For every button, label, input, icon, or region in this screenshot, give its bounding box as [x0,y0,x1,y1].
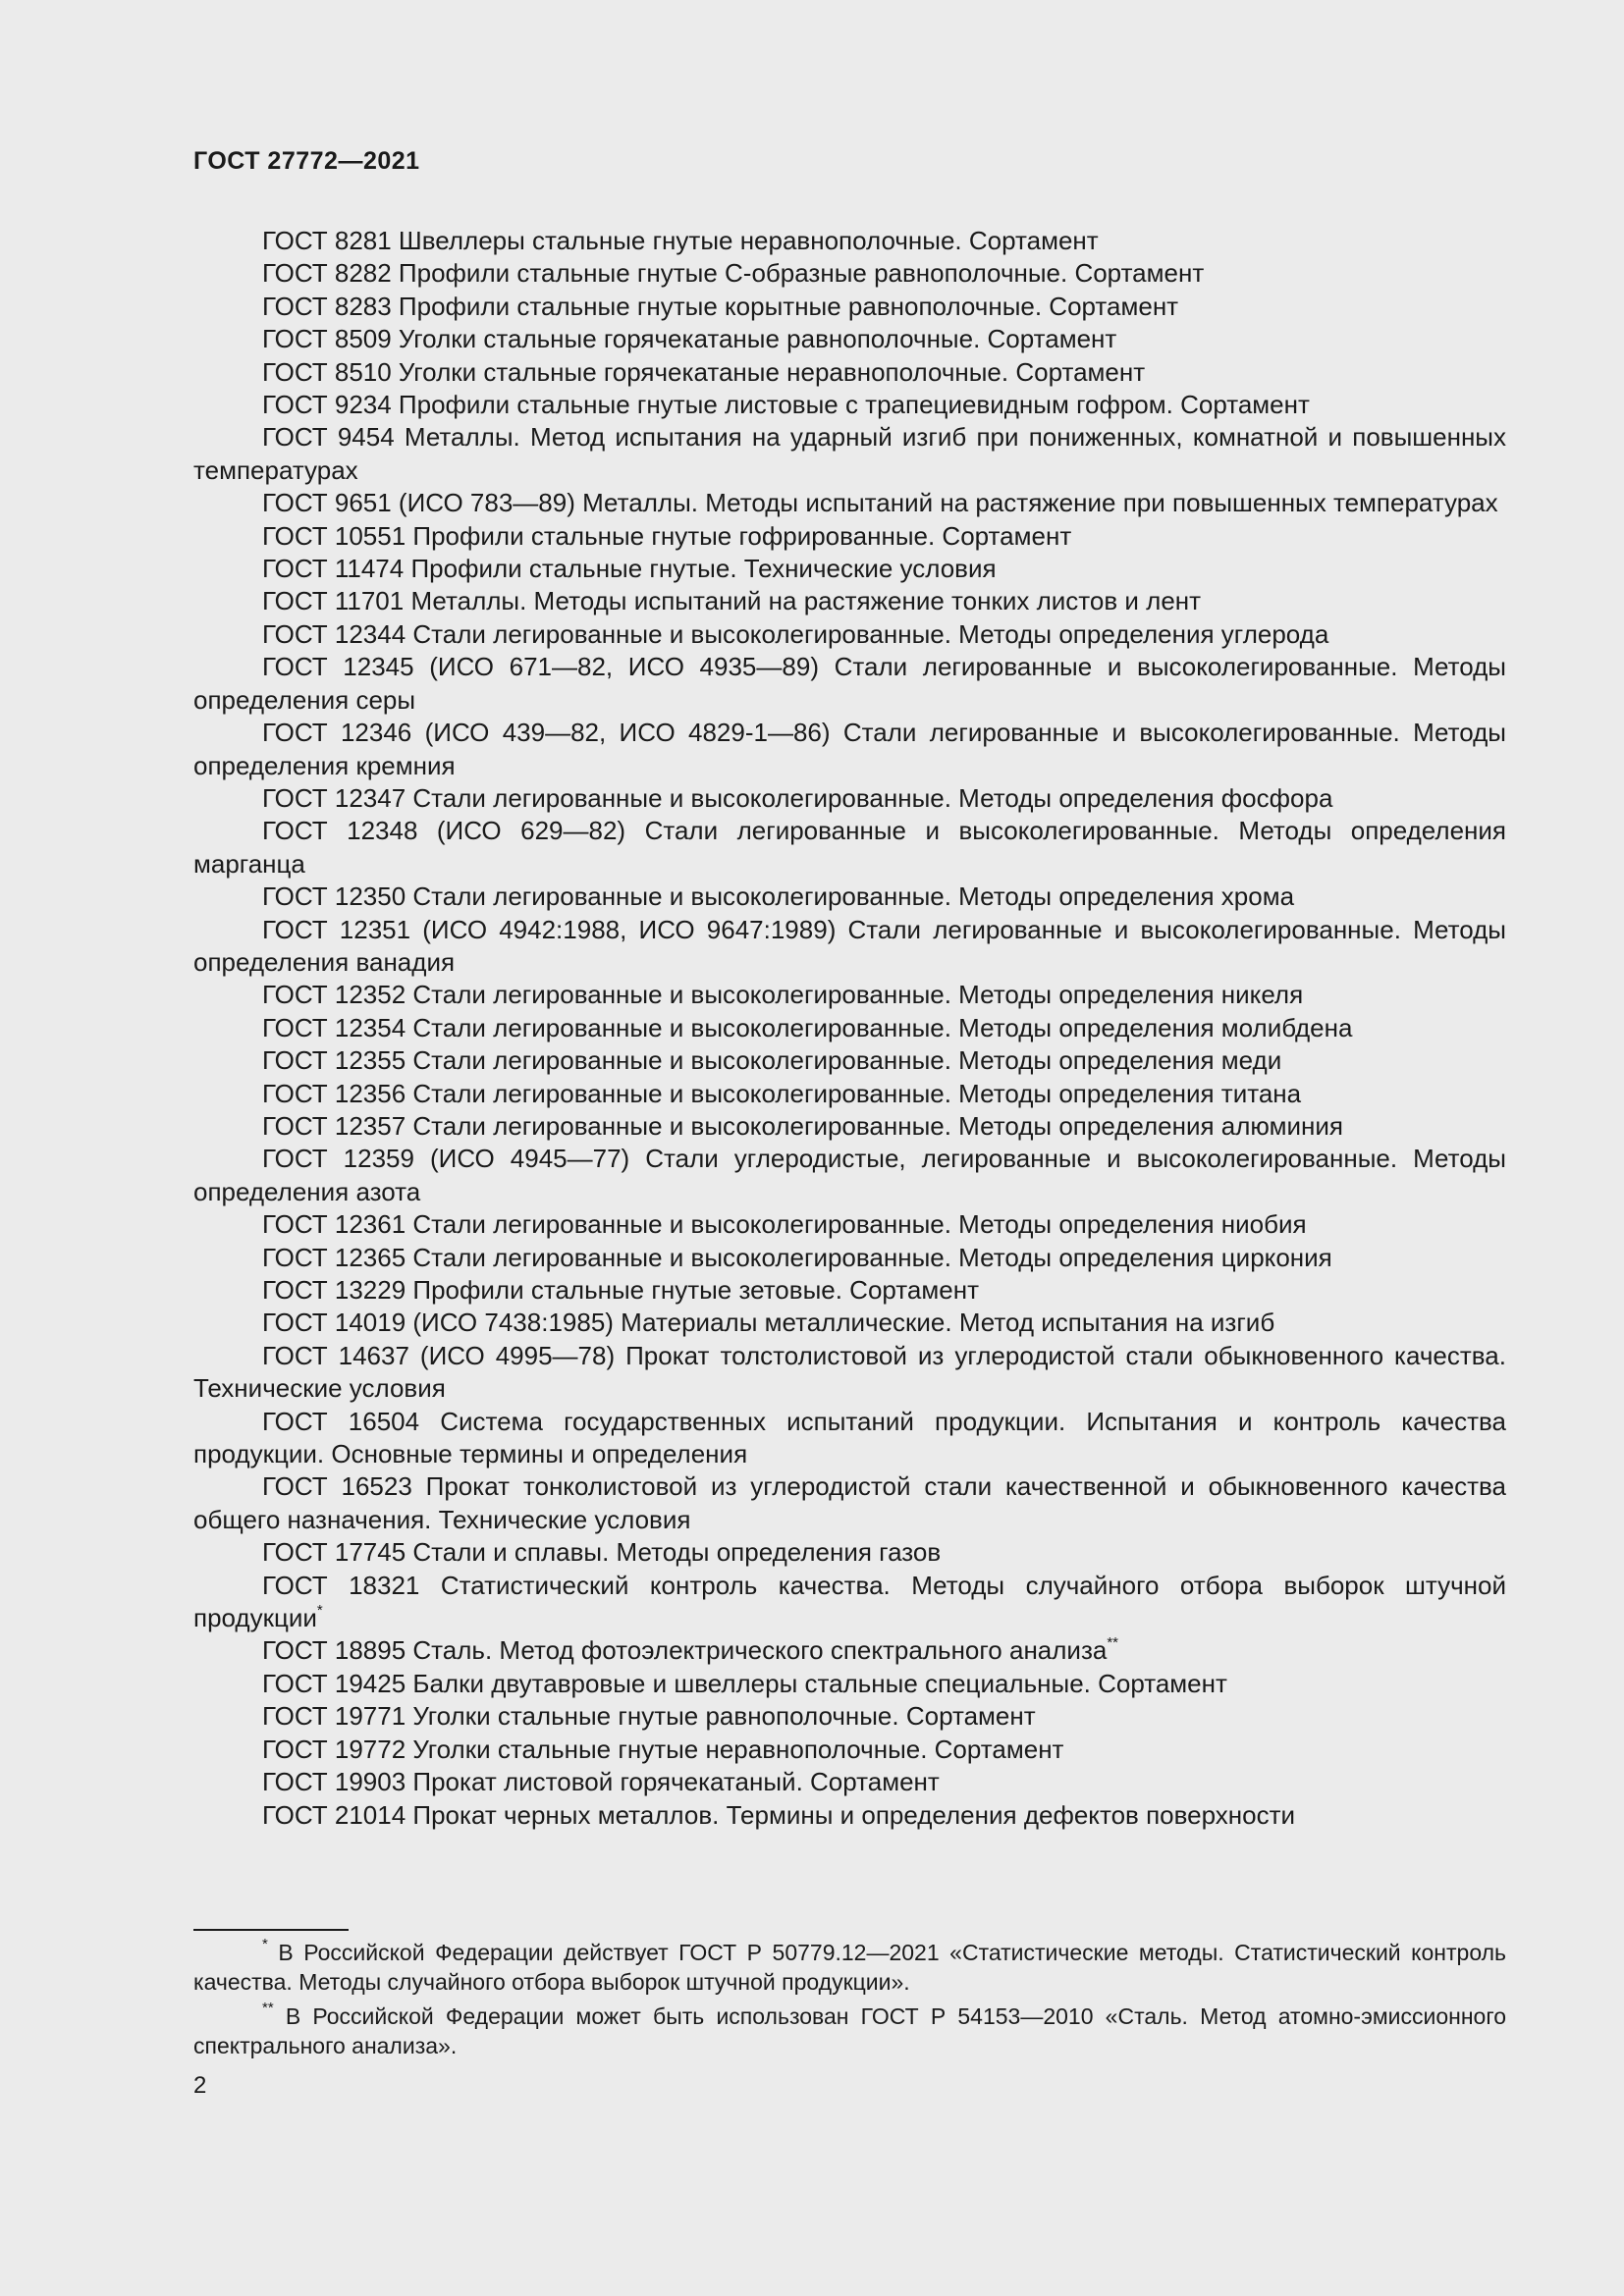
reference-item [193,1110,1506,1143]
reference-item [193,881,1506,913]
document-code-header: ГОСТ 27772—2021 [193,147,420,175]
reference-text: ГОСТ 12351 (ИСО 4942:1988, ИСО 9647:1989) Стали легированные и высоколегированные. Методы определения ванадия [193,914,1506,977]
reference-item [193,1044,1506,1077]
reference-item [193,585,1506,617]
reference-text: ГОСТ 8509 Уголки стальные горячекатаные равнополочные. Сортамент [262,324,1117,354]
reference-item [193,914,1506,980]
footnote-item [193,1938,1506,1997]
reference-item [193,1766,1506,1798]
reference-item [193,1668,1506,1700]
footnote-separator-line [193,1929,349,1931]
reference-text: ГОСТ 19772 Уголки стальные гнутые неравнополочные. Сортамент [262,1734,1064,1764]
reference-item [193,717,1506,782]
reference-item [193,520,1506,553]
reference-text: ГОСТ 12356 Стали легированные и высоколегированные. Методы определения титана [262,1078,1302,1108]
reference-text: ГОСТ 14637 (ИСО 4995—78) Прокат толстолистовой из углеродистой стали обыкновенного качества. Технические условия [193,1340,1506,1404]
reference-item [193,979,1506,1011]
reference-item [193,1078,1506,1110]
reference-text: ГОСТ 12359 (ИСО 4945—77) Стали углеродистые, легированные и высоколегированные. Методы определения азота [193,1144,1506,1206]
reference-text: ГОСТ 12354 Стали легированные и высоколегированные. Методы определения молибдена [262,1012,1353,1042]
reference-item [193,553,1506,585]
reference-item [193,356,1506,389]
reference-text: ГОСТ 12346 (ИСО 439—82, ИСО 4829-1—86) Стали легированные и высоколегированные. Методы определения кремния [193,718,1506,780]
reference-text: ГОСТ 9234 Профили стальные гнутые листовые с трапециевидным гофром. Сортамент [262,390,1310,420]
reference-item [193,1208,1506,1241]
reference-item [193,1470,1506,1536]
reference-text: ГОСТ 12365 Стали легированные и высоколегированные. Методы определения циркония [262,1242,1332,1272]
reference-text: ГОСТ 12350 Стали легированные и высоколегированные. Методы определения хрома [262,881,1295,912]
reference-text: ГОСТ 9454 Металлы. Метод испытания на ударный изгиб при пониженных, комнатной и повышенных температурах [193,422,1506,485]
footnote-item [193,2002,1506,2060]
reference-item [193,1242,1506,1274]
reference-item [193,1274,1506,1307]
reference-item [193,1406,1506,1471]
reference-text: ГОСТ 13229 Профили стальные гнутые зетовые. Сортамент [262,1275,979,1305]
reference-item [193,1307,1506,1339]
reference-text: ГОСТ 17745 Стали и сплавы. Методы определения газов [262,1537,942,1568]
reference-item [193,618,1506,651]
normative-references-list [193,225,1506,1832]
reference-text: ГОСТ 16523 Прокат тонколистовой из углеродистой стали качественной и обыкновенного качества общего назначения. Технические условия [193,1471,1506,1534]
reference-text: ГОСТ 18895 Сталь. Метод фотоэлектрического спектрального анализа [262,1635,1108,1666]
footnote-text: В Российской Федерации действует ГОСТ Р 50779.12—2021 «Статистические методы. Статистический контроль качества. Методы случайного отбора выборок штучной продукции». [193,1940,1507,1995]
reference-text: ГОСТ 8510 Уголки стальные горячекатаные неравнополочные. Сортамент [262,356,1146,387]
reference-text: ГОСТ 8283 Профили стальные гнутые корытные равнополочные. Сортамент [262,291,1179,321]
reference-item [193,257,1506,290]
reference-item [193,1734,1506,1766]
footnote-text: В Российской Федерации может быть использован ГОСТ Р 54153—2010 «Сталь. Метод атомно-эмиссионного спектрального анализа». [193,2003,1506,2058]
reference-item [193,1570,1506,1635]
reference-text: ГОСТ 16504 Система государственных испытаний продукции. Испытания и контроль качества продукции. Основные термины и определения [193,1406,1506,1469]
reference-item [193,815,1506,881]
reference-item [193,421,1506,487]
reference-text: ГОСТ 14019 (ИСО 7438:1985) Материалы металлические. Метод испытания на изгиб [262,1308,1275,1338]
reference-item [193,1700,1506,1733]
reference-item [193,782,1506,815]
page-number: 2 [193,2072,207,2099]
reference-text: ГОСТ 19903 Прокат листовой горячекатаный. Сортамент [262,1767,940,1797]
reference-text: ГОСТ 12352 Стали легированные и высоколегированные. Методы определения никеля [262,980,1304,1010]
reference-text: ГОСТ 18321 Статистический контроль качества. Методы случайного отбора выборок штучной продукции [193,1570,1506,1633]
reference-item [193,1536,1506,1569]
reference-text: ГОСТ 11701 Металлы. Методы испытаний на растяжение тонких листов и лент [262,586,1202,616]
reference-item [193,291,1506,323]
reference-text: ГОСТ 10551 Профили стальные гнутые гофрированные. Сортамент [262,520,1072,551]
reference-text: ГОСТ 19771 Уголки стальные гнутые равнополочные. Сортамент [262,1701,1036,1732]
reference-text: ГОСТ 12348 (ИСО 629—82) Стали легированные и высоколегированные. Методы определения марганца [193,816,1506,879]
footnotes-section [193,1938,1506,2065]
reference-text: ГОСТ 12347 Стали легированные и высоколегированные. Методы определения фосфора [262,782,1333,813]
reference-item [193,1799,1506,1832]
footnote-marker: ** [262,2000,274,2016]
footnote-marker: * [316,1602,323,1620]
reference-text: ГОСТ 9651 (ИСО 783—89) Металлы. Методы испытаний на растяжение при повышенных температурах [262,488,1498,518]
reference-item [193,487,1506,519]
reference-item [193,1634,1506,1667]
footnote-marker: * [262,1936,268,1952]
reference-text: ГОСТ 19425 Балки двутавровые и швеллеры стальные специальные. Сортамент [262,1668,1227,1698]
reference-text: ГОСТ 21014 Прокат черных металлов. Термины и определения дефектов поверхности [262,1799,1296,1830]
reference-item [193,225,1506,257]
reference-item [193,389,1506,421]
reference-text: ГОСТ 12355 Стали легированные и высоколегированные. Методы определения меди [262,1045,1282,1076]
reference-item [193,1340,1506,1406]
reference-item [193,651,1506,717]
reference-item [193,1012,1506,1044]
reference-text: ГОСТ 11474 Профили стальные гнутые. Технические условия [262,554,997,584]
reference-text: ГОСТ 8281 Швеллеры стальные гнутые неравнополочные. Сортамент [262,226,1099,255]
reference-text: ГОСТ 12344 Стали легированные и высоколегированные. Методы определения углерода [262,618,1329,649]
reference-item [193,323,1506,355]
reference-text: ГОСТ 12345 (ИСО 671—82, ИСО 4935—89) Стали легированные и высоколегированные. Методы определения серы [193,652,1506,715]
reference-text: ГОСТ 12361 Стали легированные и высоколегированные. Методы определения ниобия [262,1209,1307,1240]
reference-text: ГОСТ 8282 Профили стальные гнутые С-образные равнополочные. Сортамент [262,258,1205,289]
reference-item [193,1143,1506,1208]
reference-text: ГОСТ 12357 Стали легированные и высоколегированные. Методы определения алюминия [262,1110,1343,1141]
footnote-marker: ** [1107,1634,1119,1652]
